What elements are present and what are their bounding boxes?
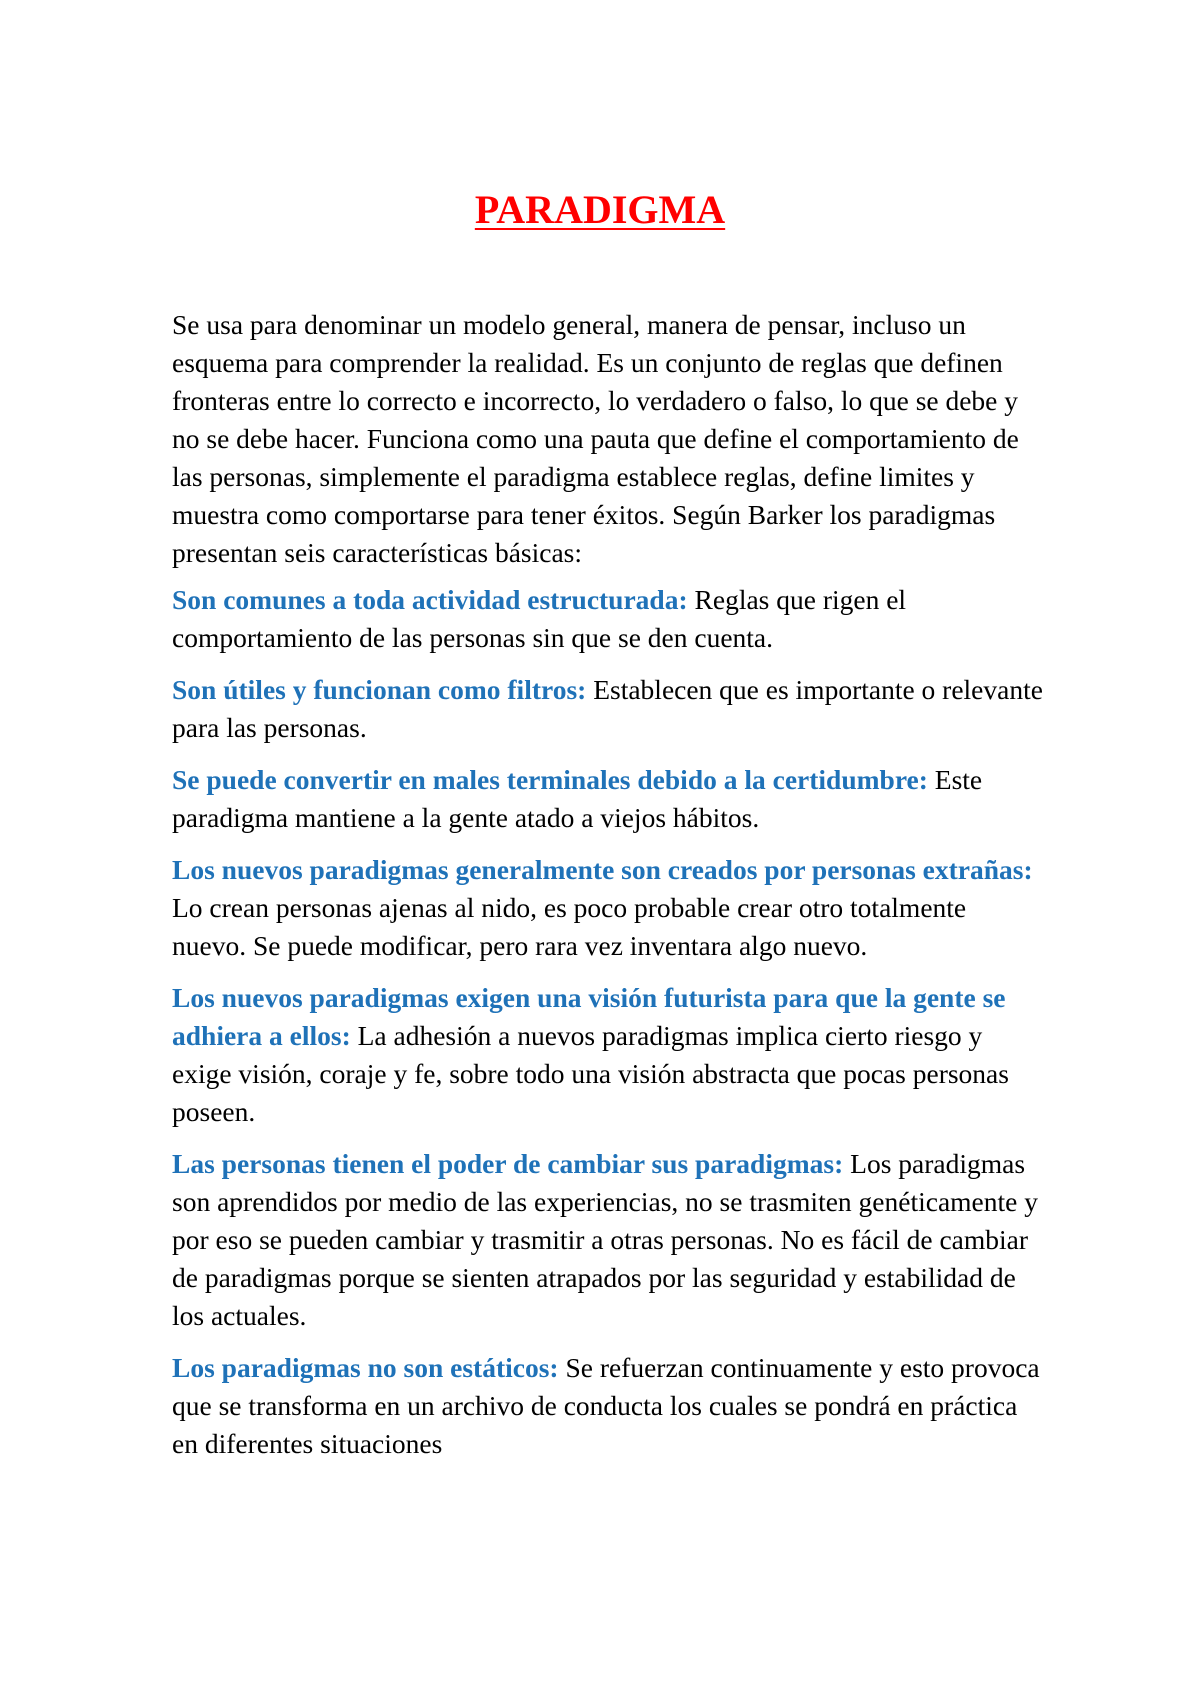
- characteristic-label: Las personas tienen el poder de cambiar sus paradigmas:: [172, 1148, 844, 1179]
- characteristic-text: Este paradigma mantiene a la gente atado a viejos hábitos.: [172, 764, 983, 833]
- characteristic-paragraph: [172, 671, 1047, 747]
- characteristic-paragraph: [172, 851, 1047, 965]
- characteristic-label: Se puede convertir en males terminales debido a la certidumbre:: [172, 764, 928, 795]
- document-title: PARADIGMA: [474, 187, 726, 232]
- characteristic-text: Lo crean personas ajenas al nido, es poco probable crear otro totalmente nuevo. Se puede modificar, pero rara vez inventara algo nuevo.: [172, 892, 967, 961]
- characteristic-label: Los nuevos paradigmas generalmente son creados por personas extrañas:: [172, 854, 1033, 885]
- characteristic-paragraph: [172, 581, 1047, 657]
- characteristic-text: Los paradigmas son aprendidos por medio de las experiencias, no se trasmiten genéticamente y por eso se pueden cambiar y trasmitir a otras personas. No es fácil de cambiar de paradigmas porque se sienten atrapados por las seguridad y estabilidad de los actuales.: [172, 1148, 1038, 1331]
- intro-paragraph: Se usa para denominar un modelo general, manera de pensar, incluso un esquema para comprender la realidad. Es un conjunto de reglas que definen fronteras entre lo correcto e incorrecto, lo verdadero o falso, lo que se debe y no se debe hacer. Funciona como una pauta que define el comportamiento de las personas, simplemente el paradigma establece reglas, define limites y muestra como comportarse para tener éxitos. Según Barker los paradigmas presentan seis características básicas:: [172, 309, 1019, 568]
- characteristic-text: Se refuerzan continuamente y esto provoca que se transforma en un archivo de conducta los cuales se pondrá en práctica en diferentes situaciones: [172, 1352, 1040, 1459]
- characteristic-paragraph: [172, 1145, 1047, 1335]
- characteristic-paragraph: [172, 979, 1047, 1131]
- characteristic-label: Son comunes a toda actividad estructurada:: [172, 584, 688, 615]
- characteristic-paragraph: [172, 1349, 1047, 1463]
- characteristic-label: Los paradigmas no son estáticos:: [172, 1352, 559, 1383]
- characteristic-text: La adhesión a nuevos paradigmas implica cierto riesgo y exige visión, coraje y fe, sobre todo una visión abstracta que pocas personas poseen.: [172, 1020, 1009, 1127]
- characteristic-text: Reglas que rigen el comportamiento de las personas sin que se den cuenta.: [172, 584, 907, 653]
- characteristic-paragraph: [172, 761, 1047, 837]
- characteristic-text: Establecen que es importante o relevante para las personas.: [172, 674, 1043, 743]
- document-body: [172, 306, 1047, 1477]
- characteristic-label: Los nuevos paradigmas exigen una visión futurista para que la gente se adhiera a ellos:: [172, 982, 1006, 1051]
- characteristic-label: Son útiles y funcionan como filtros:: [172, 674, 587, 705]
